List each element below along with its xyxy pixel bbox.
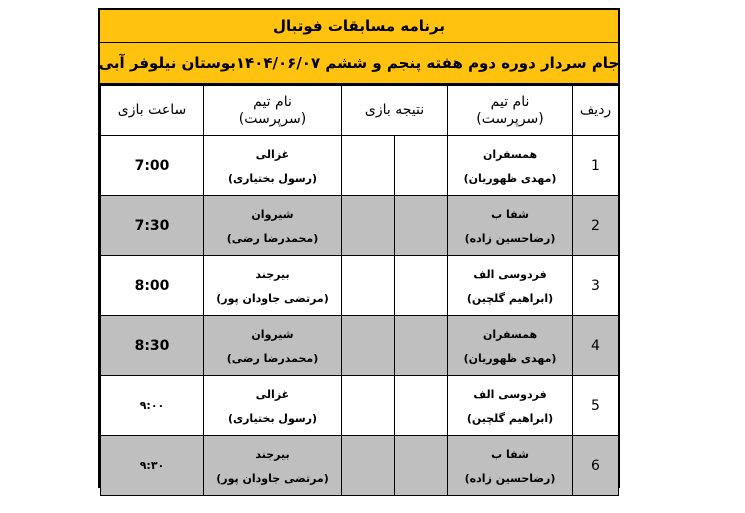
team-supervisor: (ابراهیم گلچین) [466,291,554,305]
team-1-cell [448,256,573,316]
result-score-1 [395,316,448,376]
result-score-1 [395,196,448,256]
schedule-sheet [98,8,620,488]
result-score-2 [342,256,395,316]
table-row [101,436,619,496]
row-number: 6 [573,436,619,496]
team-name: شفا ب [491,207,529,221]
team-1-cell [448,136,573,196]
header-team-sub: (سرپرست) [476,110,544,127]
match-time: 7:00 [101,136,204,196]
table-row [101,256,619,316]
header-team-1 [448,86,573,136]
team-name: بیرجند [255,267,290,281]
schedule-table [100,85,619,496]
table-row [101,196,619,256]
team-1-cell [448,376,573,436]
table-row [101,376,619,436]
team-supervisor: (مهدی ظهوریان) [463,351,557,365]
team-supervisor: (مرتضی جاودان پور) [216,291,329,305]
match-time: 8:30 [101,316,204,376]
result-score-1 [395,136,448,196]
team-name: شفا ب [491,447,529,461]
team-2-cell [204,316,342,376]
match-time: ۹:۰۰ [101,376,204,436]
team-supervisor: (مرتضی جاودان پور) [216,471,329,485]
header-team-2 [204,86,342,136]
team-2-cell [204,196,342,256]
team-name: همسفران [482,147,538,161]
team-name: فردوسی الف [473,387,547,401]
team-name: غزالی [255,387,290,401]
team-1-cell [448,316,573,376]
header-row-number: ردیف [573,86,619,136]
team-2-cell [204,436,342,496]
row-number: 2 [573,196,619,256]
team-supervisor: (رضاحسین زاده) [464,231,556,245]
team-2-cell [204,376,342,436]
team-supervisor: (رسول بختیاری) [227,411,318,425]
team-supervisor: (ابراهیم گلچین) [466,411,554,425]
team-name: فردوسی الف [473,267,547,281]
result-score-1 [395,436,448,496]
team-supervisor: (رضاحسین زاده) [464,471,556,485]
header-row [101,86,619,136]
result-score-2 [342,196,395,256]
row-number: 3 [573,256,619,316]
team-name: همسفران [482,327,538,341]
team-1-cell [448,436,573,496]
result-score-2 [342,376,395,436]
team-supervisor: (رسول بختیاری) [227,171,318,185]
team-name: غزالی [255,147,290,161]
row-number: 5 [573,376,619,436]
row-number: 4 [573,316,619,376]
team-1-cell [448,196,573,256]
result-score-2 [342,136,395,196]
team-name: شیروان [251,207,294,221]
team-supervisor: (محمدرضا رضی) [226,231,319,245]
team-2-cell [204,256,342,316]
page-title: برنامه مسابقات فوتبال [100,10,618,43]
header-team-sub: (سرپرست) [238,110,307,127]
team-supervisor: (مهدی ظهوریان) [463,171,557,185]
header-team-label: نام تیم [490,93,530,110]
match-time: ۹:۳۰ [101,436,204,496]
team-2-cell [204,136,342,196]
team-name: شیروان [251,327,294,341]
match-time: 7:30 [101,196,204,256]
result-score-1 [395,376,448,436]
page-subtitle: جام سردار دوره دوم هفته پنجم و ششم ۱۴۰۴/۰۶/۰۷بوستان نیلوفر آبی [100,43,618,85]
row-number: 1 [573,136,619,196]
header-team-label: نام تیم [253,93,292,110]
result-score-1 [395,256,448,316]
header-result: نتیجه بازی [342,86,448,136]
table-row [101,316,619,376]
result-score-2 [342,436,395,496]
header-time: ساعت بازی [101,86,204,136]
match-time: 8:00 [101,256,204,316]
team-name: بیرجند [255,447,290,461]
result-score-2 [342,316,395,376]
table-row [101,136,619,196]
team-supervisor: (محمدرضا رضی) [226,351,319,365]
